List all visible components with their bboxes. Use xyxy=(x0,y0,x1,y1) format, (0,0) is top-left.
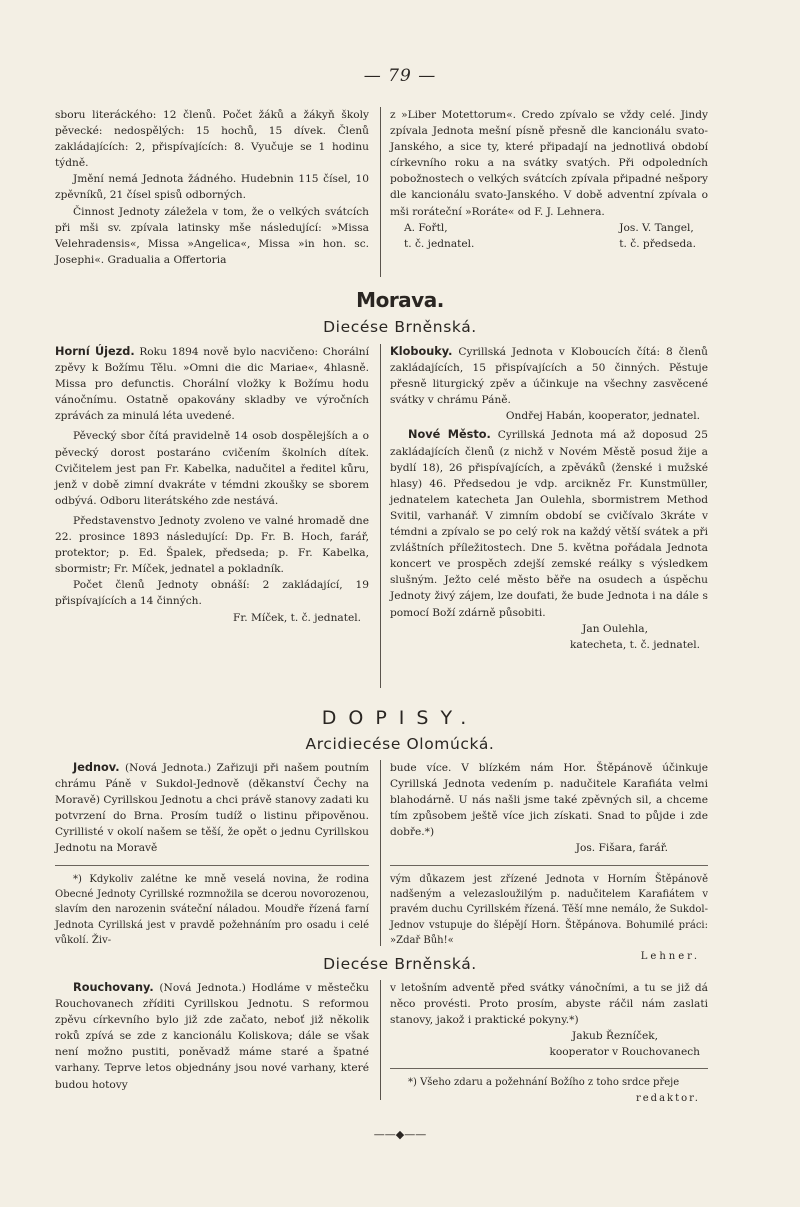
paragraph: Činnost Jednoty záležela v tom, že o velkých svátcích při mši sv. zpívala latinsky mše následující: »Missa Velehradensis«, Missa »Angelica«, Missa »in hon. sc. Josephi«. Gradualia a Offertoria xyxy=(55,205,369,266)
place-name: Nové Město. xyxy=(408,428,491,442)
place-name: Horní Újezd. xyxy=(55,345,135,358)
jednov-right-column xyxy=(390,760,708,964)
paragraph: Cyrillská Jednota v Kloboucích čítá: 8 členů zakládajících, 15 přispívajících a 50 činných. Pěstuje přesně liturgický zpěv a účinkuje na všechny zasvěcené svátky v chrámu Páně. xyxy=(390,346,708,407)
footnote: *) Všeho zdaru a požehnání Božího z toho srdce přeje xyxy=(408,1077,680,1089)
signature-role: t. č. předseda. xyxy=(619,237,696,250)
signature-role: kooperator v Rouchovanech xyxy=(549,1046,700,1059)
signature-name: Jakub Řezníček, xyxy=(572,1030,658,1043)
place-name: Rouchovany. xyxy=(73,981,154,994)
signature-name: Jan Oulehla, xyxy=(582,622,648,635)
klobouky-column xyxy=(390,344,708,653)
page-number: — 79 — xyxy=(363,66,437,86)
ornament: ——◆—— xyxy=(373,1128,427,1141)
paragraph: z »Liber Motettorum«. Credo zpívalo se vždy celé. Jindy zpívala Jednota mešní písně přesně dle kancionálu svato-Janského, a sice ty, které připadají na jednotlivá období církevního roku a na svátky svatých. Při odpoledních pobožnostech o velkých svátcích zpívala připadné nešpory dle kancionálu svato-Janského. V době adventní zpívala o mši roráteční »Roráte« od F. J. Lehnera. xyxy=(390,109,708,218)
column-divider xyxy=(380,760,381,946)
paragraph: (Nová Jednota.) Zařizuji při našem poutním chrámu Páně v Sukdol-Jednově (děkanství Čechy na Moravě) Cyrillskou Jednotu a chci právě stanovy zadati ku potvrzení do Brna. Prosím tudíž o listinu připověnou. Cyrillisté v okolí našem se těší, že opět o jednu Cyrillskou Jednotu na Moravě xyxy=(55,762,369,855)
rouchovany-right-column xyxy=(390,980,708,1106)
diocese-heading: Diecése Brněnská. xyxy=(323,318,477,336)
signature-block xyxy=(390,220,708,252)
place-name: Jednov. xyxy=(73,761,120,774)
paragraph: v letošním adventě před svátky vánočními, a tu se již dá něco provésti. Proto prosím, abyste ráčil nám zaslati stanovy, jakož i praktické pokyny.*) xyxy=(390,982,708,1027)
footnote: vým důkazem jest zřízené Jednota v Horním Štěpánově nadšeným a velezasloužilým p. nadučitelem Karafiátem v pravém duchu Cyrillském řízená. Těší mne nemálo, že Sukdol-Jednov vstupuje do šlépějí Horn. Štěpánova. Bohumilé práci: »Zdař Bůh!« xyxy=(390,873,708,947)
footnote-signature: Lehner. xyxy=(640,950,700,962)
paragraph: (Nová Jednota.) Hodláme v městečku Rouchovanech zříditi Cyrillskou Jednotu. S reformou zpěvu církevního bylo již zde začato, neboť již několik roků zpívá se zde z kancionálu Koliskova; dále se však není možno pustiti, poněvadž máme staré a špatné varhany. Teprve letos objednány jsou nové varhany, které budou hotovy xyxy=(55,982,369,1091)
section-heading: DOPISY. xyxy=(321,707,479,729)
signature-name: A. Fořtl, xyxy=(404,221,448,234)
footnote-rule xyxy=(55,865,369,866)
rouchovany-column xyxy=(55,980,369,1093)
jednov-column xyxy=(55,760,369,949)
paragraph: sboru literáckého: 12 členů. Počet žáků a žákyň školy pěvecké: nedospělých: 15 hochů, 15 dívek. Členů zakládajících: 2, přispívajících: 8. Vyučuje se 1 hodinu týdně. xyxy=(55,109,369,170)
section-heading: Morava. xyxy=(356,288,444,312)
paragraph: Jmění nemá Jednota žádného. Hudebnin 115 čísel, 10 zpěvníků, 21 čísel spisů odborných. xyxy=(55,173,369,202)
diocese-heading: Arcidiecése Olomúcká. xyxy=(305,735,495,753)
signature: Ondřej Habán, kooperator, jednatel. xyxy=(505,410,700,423)
paragraph: Roku 1894 nově bylo nacvičeno: Chorální zpěvy k Božímu Tělu. »Omni die dic Mariae«, 4hlasně. Missa pro defunctis. Chorální vložky k Božímu hodu vánočnímu. Ostatně opakovány skladby ve výročních zprávách za minulá léta uvedené. xyxy=(55,346,370,423)
signature-role: katecheta, t. č. jednatel. xyxy=(569,638,700,651)
signature-role: t. č. jednatel. xyxy=(404,237,475,250)
signature-name: Jos. V. Tangel, xyxy=(619,221,694,234)
top-right-column xyxy=(390,107,708,252)
footnote-rule xyxy=(390,865,708,866)
footnote-signature: redaktor. xyxy=(635,1092,700,1104)
column-divider xyxy=(380,344,381,688)
paragraph: Cyrillská Jednota má až doposud 25 zakládajících členů (z nichž v Novém Městě posud žije a bydlí 18), 26 přispívajících, a zpěváků (ženské i mužské hlasy) 46. Předsedou je vdp. arcikněz Fr. Kunstmüller, jednatelem katecheta Jan Oulehla, sbormistrem Method Svitil, varhanář. V zimním období se cvičívalo 3kráte v témdni a zpívalo se po celý rok na každý větší svátek a při zvláštních příležitostech. Dne 5. května pořádala Jednota koncert ve prospěch zdejší zemské reálky s výsledkem slušným. Ježto celé město běře na osudech a úspěchu Jednoty živý zájem, lze doufati, že bude Jednota i na dále s pomocí Boží zdárně působiti. xyxy=(390,429,708,619)
top-left-column xyxy=(55,107,369,268)
horni-ujezd-column xyxy=(55,344,369,626)
column-divider xyxy=(380,107,381,277)
signature: Fr. Míček, t. č. jednatel. xyxy=(233,611,361,624)
signature: Jos. Fišara, farář. xyxy=(575,842,668,855)
paragraph: Počet členů Jednoty obnáší: 2 zakládající, 19 přispívajících a 14 činných. xyxy=(55,579,369,608)
place-name: Klobouky. xyxy=(390,345,453,358)
footnote: *) Kdykoliv zalétne ke mně veselá novina, že rodina Obecné Jednoty Cyrillské rozmnožila se dcerou novorozenou, slavím den narozenin sváteční náladou. Moudře řízená farní Jednota Cyrillská jest v pravdě požehnáním pro osadu i celé vůkolí. Živ- xyxy=(55,873,369,947)
paragraph: Pěvecký sbor čítá pravidelně 14 osob dospělejších a o pěvecký dorost postaráno cvičením školních dítek. Cvičitelem jest pan Fr. Kabelka, nadučitel a ředitel kůru, jenž v době zimní dvakráte v témdni zkoušky se sborem odbývá. Odboru literátského zde nestává. xyxy=(55,430,369,507)
diocese-heading: Diecése Brněnská. xyxy=(323,955,477,973)
column-divider xyxy=(380,980,381,1100)
paragraph: Představenstvo Jednoty zvoleno ve valné hromadě dne 22. prosince 1893 následující: Dp. Fr. B. Hoch, farář, protektor; p. Ed. Špalek, předseda; p. Fr. Kabelka, sbormistr; Fr. Míček, jednatel a pokladník. xyxy=(55,514,369,576)
footnote-rule xyxy=(390,1068,708,1069)
paragraph: bude více. V blízkém nám Hor. Štěpánově účinkuje Cyrillská Jednota vedením p. nadučitele Karafiáta velmi blahodárně. U nás našli jsme také zpěvných sil, a chceme tím způsobem ještě více jich získati. Snad to půjde i zde dobře.*) xyxy=(390,762,708,839)
